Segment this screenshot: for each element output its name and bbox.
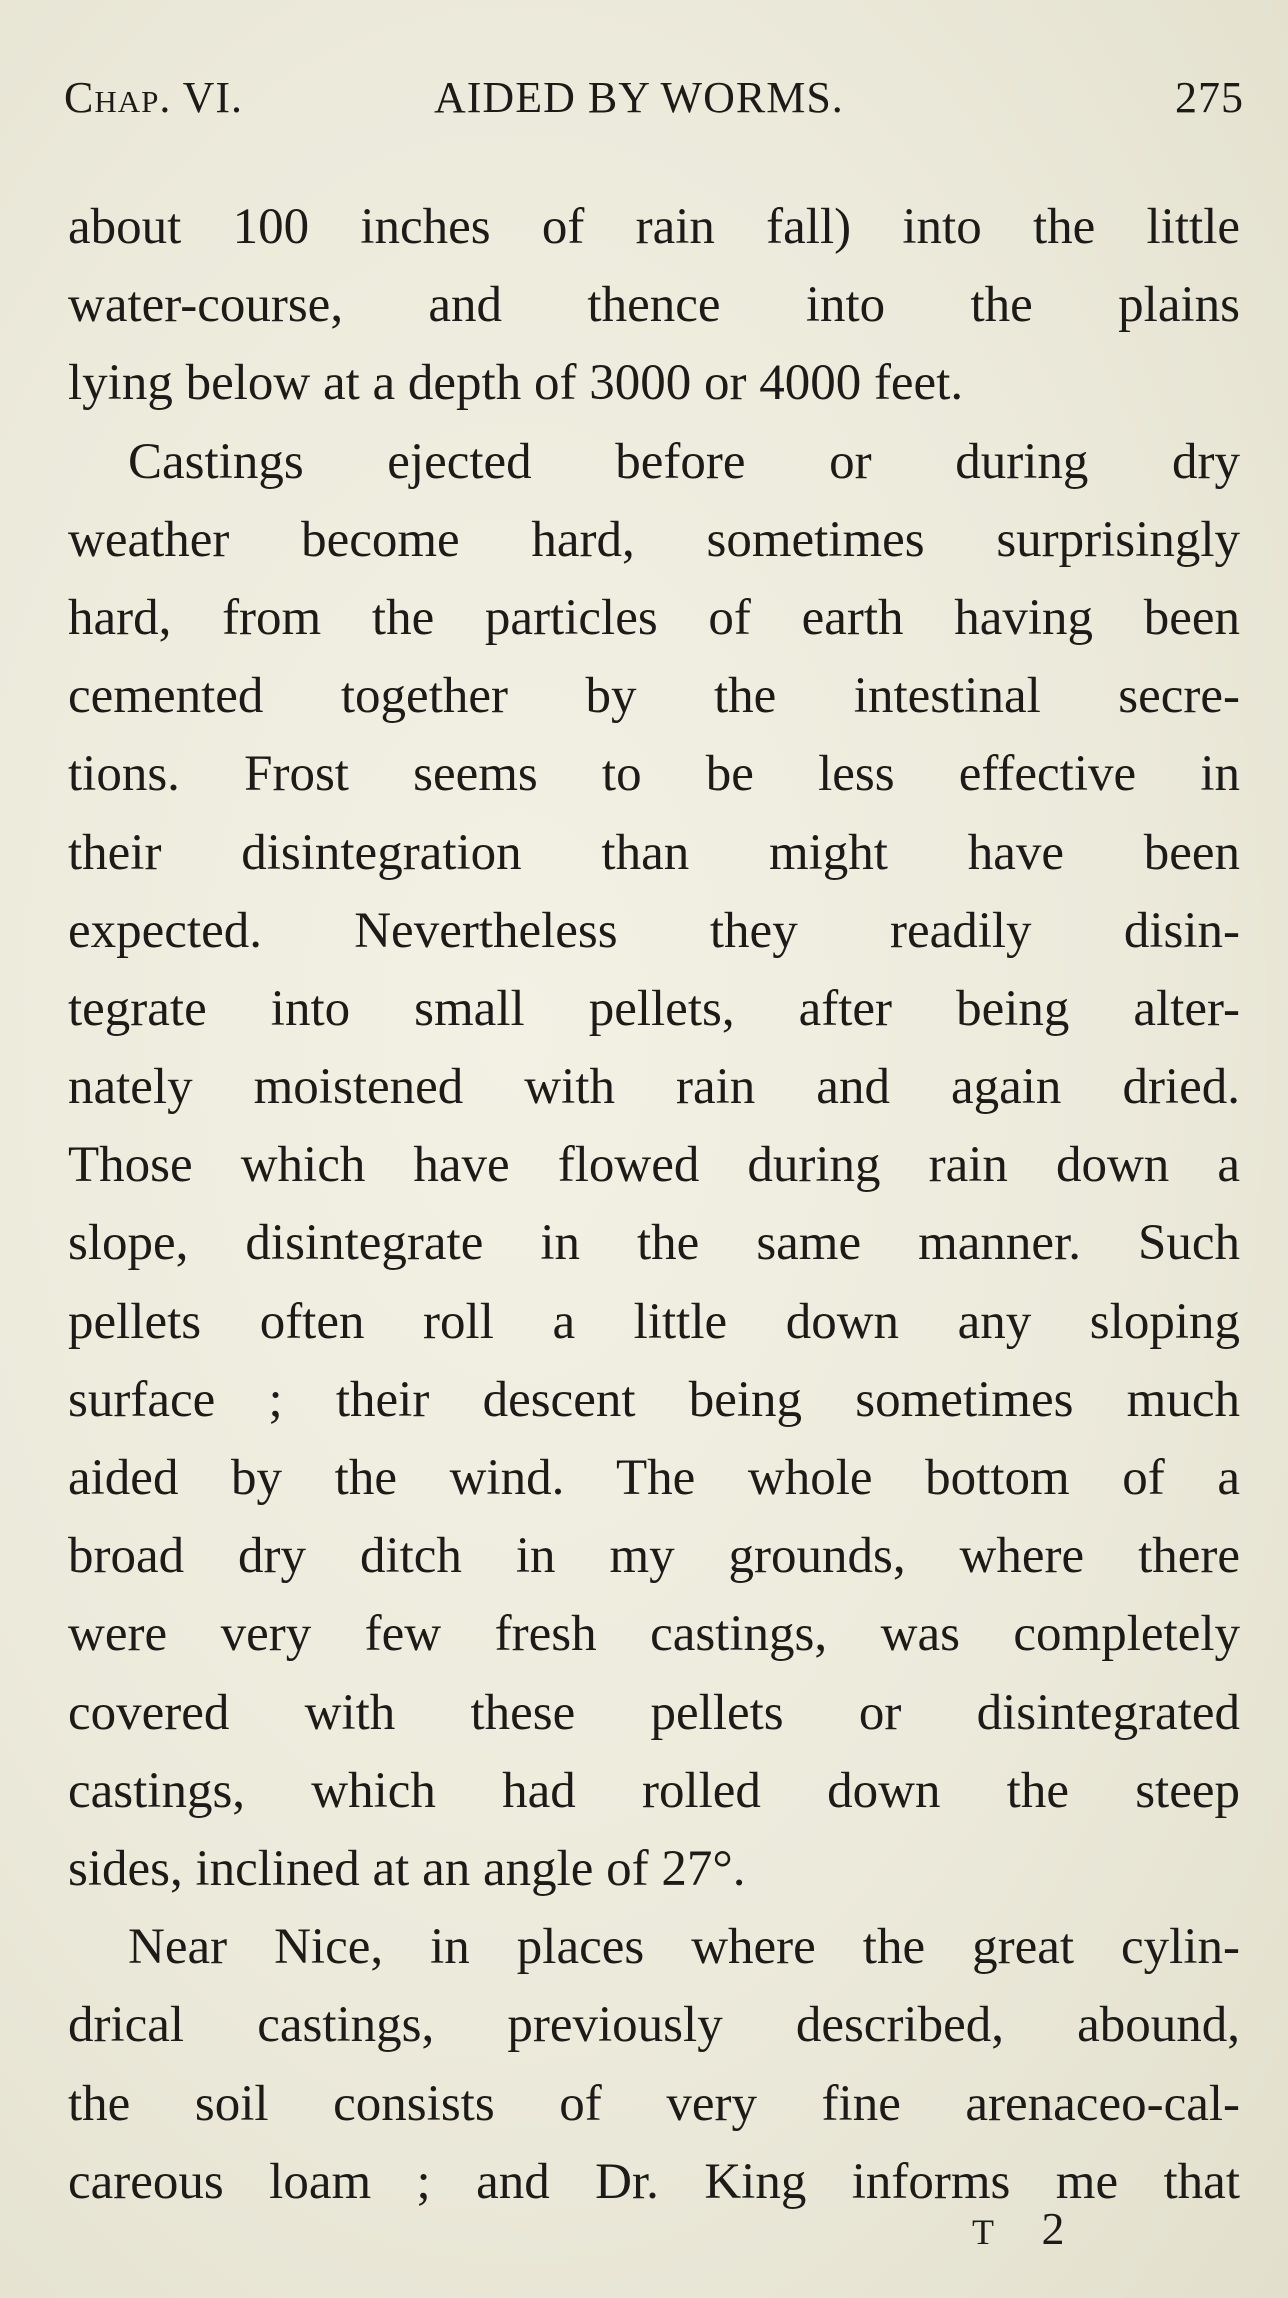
text-line: their disintegration than might have been	[68, 824, 1240, 881]
text-line: cemented together by the intestinal secre-	[68, 668, 1240, 725]
text-line: weather become hard, sometimes surprisingly	[68, 511, 1240, 568]
text-line: lying below at a depth of 3000 or 4000 feet.	[68, 355, 964, 412]
text-line: hard, from the particles of earth having been	[68, 589, 1240, 646]
text-line: pellets often roll a little down any sloping	[68, 1293, 1240, 1350]
text-line: slope, disintegrate in the same manner. Such	[68, 1215, 1240, 1272]
text-line: broad dry ditch in my grounds, where there	[68, 1528, 1240, 1585]
text-line: castings, which had rolled down the steep	[68, 1762, 1240, 1819]
text-line: covered with these pellets or disintegrated	[68, 1684, 1240, 1741]
text-line: expected. Nevertheless they readily disin-	[68, 902, 1240, 959]
text-line: nately moistened with rain and again dried.	[68, 1059, 1240, 1116]
text-line: surface ; their descent being sometimes much	[68, 1371, 1240, 1428]
text-line: were very few fresh castings, was completely	[68, 1606, 1240, 1663]
text-line: Those which have flowed during rain down a	[68, 1137, 1240, 1194]
text-line: careous loam ; and Dr. King informs me that	[68, 2153, 1240, 2210]
text-line: water-course, and thence into the plains	[68, 277, 1240, 334]
running-title: AIDED BY WORMS.	[434, 73, 844, 122]
text-line: drical castings, previously described, abound,	[68, 1997, 1240, 2054]
signature-mark	[972, 2202, 1083, 2255]
body-text	[68, 188, 1240, 2221]
text-line: Castings ejected before or during dry	[128, 433, 1240, 490]
text-line: aided by the wind. The whole bottom of a	[68, 1450, 1240, 1506]
text-line: sides, inclined at an angle of 27°.	[68, 1840, 746, 1897]
signature-letter: T	[972, 2212, 1012, 2252]
chapter-label: Chap. VI.	[64, 73, 243, 122]
page-number: 275	[1175, 73, 1244, 122]
text-line: Near Nice, in places where the great cylin-	[128, 1919, 1240, 1976]
text-line: tegrate into small pellets, after being alter-	[68, 980, 1240, 1037]
page-header	[64, 72, 1244, 132]
signature-number: 2	[1041, 2203, 1083, 2254]
text-line: about 100 inches of rain fall) into the little	[68, 199, 1240, 255]
text-line: tions. Frost seems to be less effective in	[68, 746, 1240, 803]
text-line: the soil consists of very fine arenaceo-cal-	[68, 2075, 1240, 2132]
